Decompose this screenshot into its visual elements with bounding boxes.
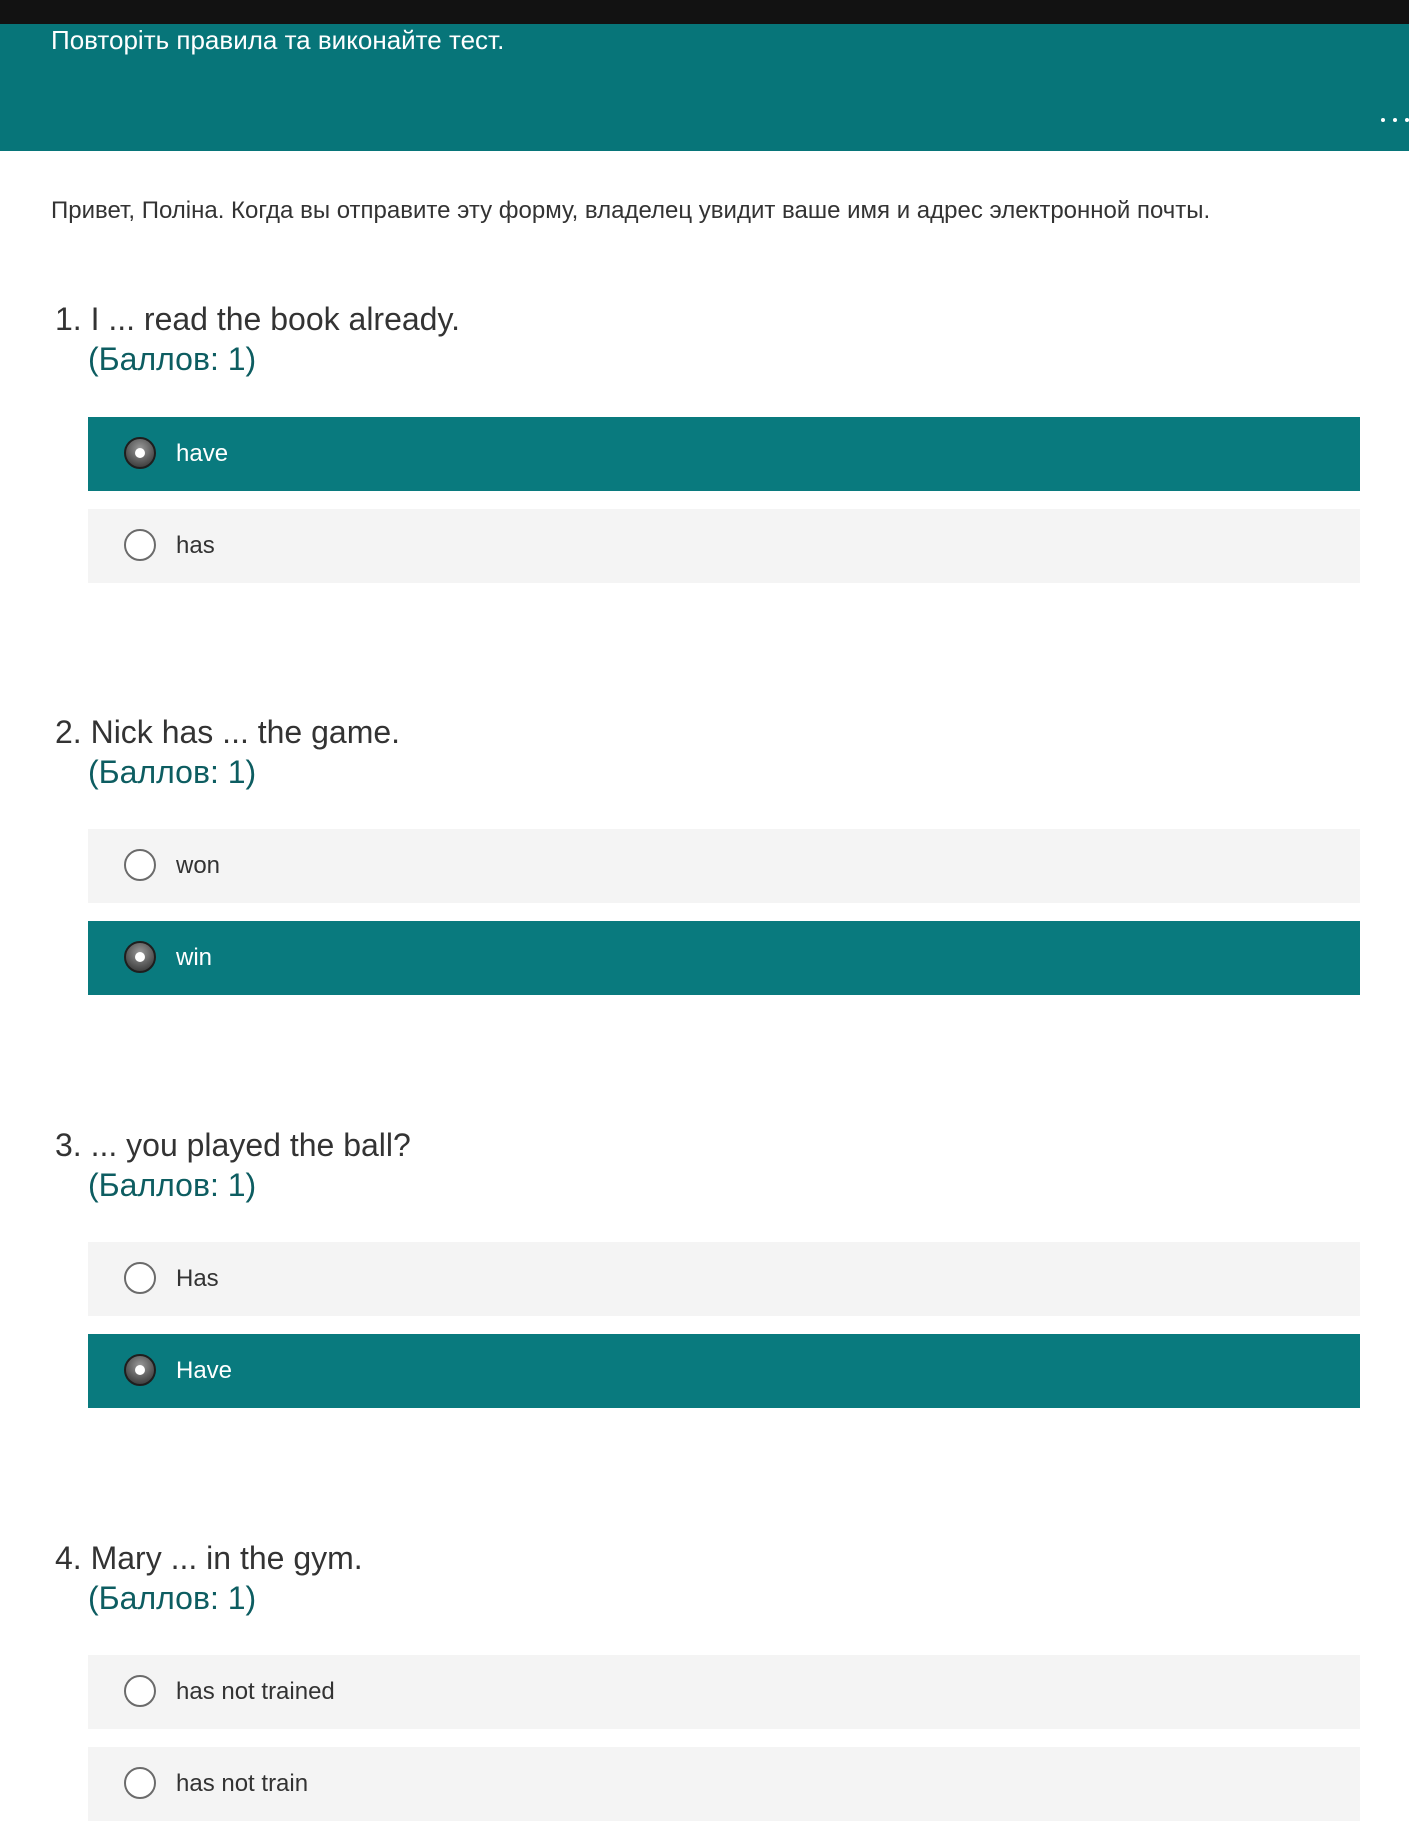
question-number: 4.	[55, 1540, 82, 1576]
question-title	[55, 299, 460, 339]
question-text: Mary ... in the gym.	[90, 1540, 363, 1576]
option-has-not-trained[interactable]	[88, 1655, 1360, 1729]
radio-empty-icon[interactable]	[124, 1262, 156, 1294]
option-win[interactable]	[88, 921, 1360, 995]
question-text: Nick has ... the game.	[90, 714, 401, 750]
option-have-capital[interactable]	[88, 1334, 1360, 1408]
top-strip	[0, 0, 1409, 24]
more-dots-icon	[1393, 118, 1397, 122]
question-points: (Баллов: 1)	[88, 341, 257, 377]
form-title: Повторіть правила та виконайте тест.	[51, 25, 505, 55]
question-number: 2.	[55, 714, 82, 750]
option-label: has not trained	[176, 1678, 335, 1705]
radio-empty-icon[interactable]	[124, 849, 156, 881]
option-has-not-train[interactable]	[88, 1747, 1360, 1821]
option-label: has not train	[176, 1770, 309, 1797]
option-label: have	[176, 440, 229, 467]
question-number: 3.	[55, 1127, 82, 1163]
more-dots-icon	[1405, 118, 1409, 122]
option-label: Have	[176, 1357, 233, 1384]
question-points: (Баллов: 1)	[88, 754, 257, 790]
option-has[interactable]	[88, 509, 1360, 583]
question-text: I ... read the book already.	[90, 301, 460, 337]
question-title	[55, 1538, 363, 1578]
radio-selected-icon[interactable]	[124, 437, 156, 469]
option-has-capital[interactable]	[88, 1242, 1360, 1316]
radio-empty-icon[interactable]	[124, 529, 156, 561]
more-dots-icon	[1381, 118, 1385, 122]
option-label: Has	[176, 1265, 219, 1292]
option-won[interactable]	[88, 829, 1360, 903]
option-label: won	[176, 852, 221, 879]
question-title	[55, 1125, 411, 1165]
radio-empty-icon[interactable]	[124, 1675, 156, 1707]
radio-selected-icon[interactable]	[124, 1354, 156, 1386]
radio-selected-icon[interactable]	[124, 941, 156, 973]
option-label: win	[176, 944, 213, 971]
more-options-button[interactable]	[1369, 112, 1409, 128]
radio-empty-icon[interactable]	[124, 1767, 156, 1799]
question-title	[55, 712, 400, 752]
question-points: (Баллов: 1)	[88, 1580, 257, 1616]
option-have[interactable]	[88, 417, 1360, 491]
question-points: (Баллов: 1)	[88, 1167, 257, 1203]
form-header	[0, 24, 1409, 151]
identity-notice: Привет, Поліна. Когда вы отправите эту форму, владелец увидит ваше имя и адрес электронной почты.	[51, 197, 1211, 224]
option-label: has	[176, 532, 215, 559]
question-text: ... you played the ball?	[90, 1127, 411, 1163]
question-number: 1.	[55, 301, 82, 337]
